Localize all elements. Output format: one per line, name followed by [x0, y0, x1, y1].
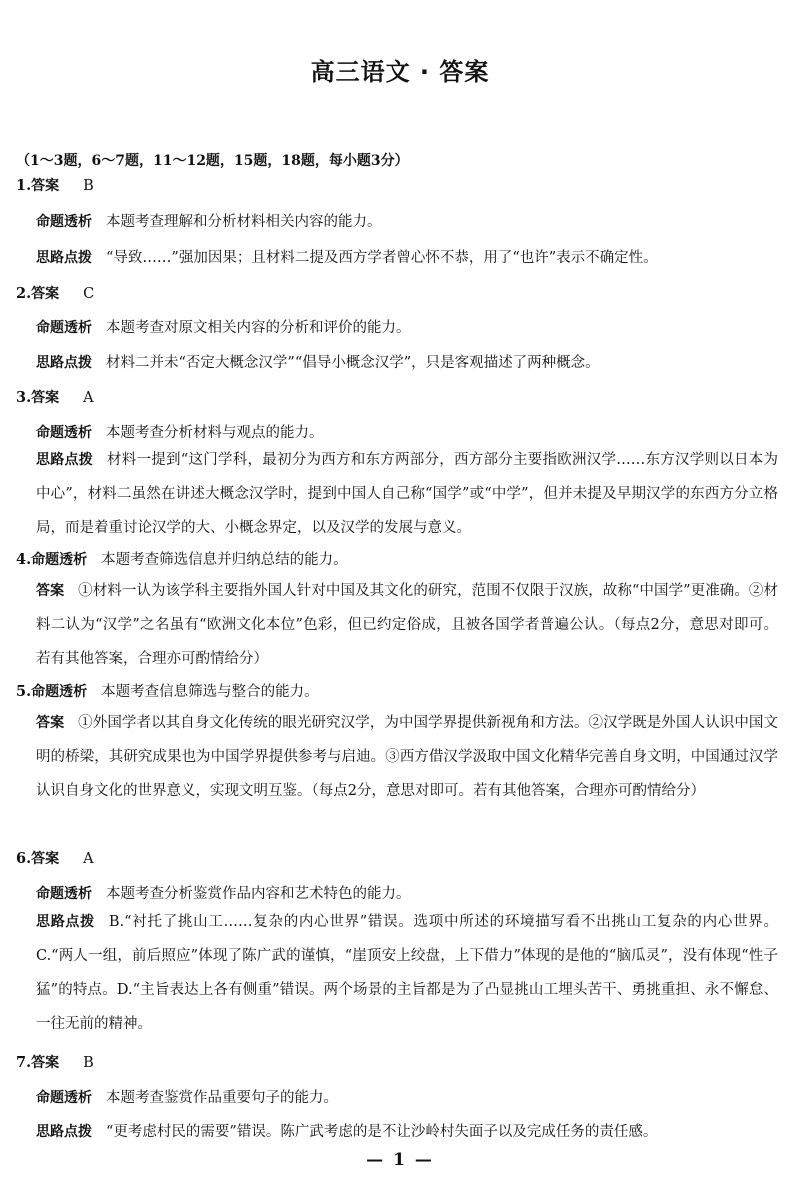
q5-analysis-text: 本题考查信息筛选与整合的能力。: [101, 684, 319, 700]
q3-number: 3.: [16, 389, 32, 406]
q5-answer-text: ①外国学者以其自身文化传统的眼光研究汉学，为中国学界提供新视角和方法。②汉学既是外国人认识中国文明的桥梁，其研究成果也为中国学界提供参考与启迪。③西方借汉学汲取中国文化精华完善自身文明，中国通过汉学认识自身文化的世界意义，实现文明互鉴。（每点2分，意思对即可。若有其他答案，合理亦可酌情给分）: [36, 715, 779, 799]
q3-answer-label: 答案: [31, 390, 60, 406]
q7-analysis-text: 本题考查鉴赏作品重要句子的能力。: [106, 1090, 338, 1106]
q6-analysis-label: 命题透析: [36, 886, 92, 902]
q1-hint-label: 思路点拨: [36, 250, 92, 266]
scope-note: （1～3题，6～7题，11～12题，15题，18题，每小题3分）: [16, 153, 409, 169]
q2-hint: [36, 356, 600, 371]
q6-answer-value: A: [83, 851, 94, 867]
q6-analysis: [36, 887, 411, 902]
q2-answer-label: 答案: [31, 286, 60, 302]
q1-analysis-label: 命题透析: [36, 214, 92, 230]
q7-analysis: [36, 1091, 338, 1106]
q3-analysis-text: 本题考查分析材料与观点的能力。: [106, 425, 324, 441]
q2-number: 2.: [16, 285, 32, 302]
q6-header: [16, 852, 94, 867]
page-number: — 1 —: [366, 1150, 434, 1170]
q3-header: [16, 391, 94, 406]
q2-answer-value: C: [83, 286, 95, 302]
q1-analysis-text: 本题考查理解和分析材料相关内容的能力。: [106, 214, 382, 230]
q3-hint: [36, 443, 778, 545]
q6-hint-label: 思路点拨: [36, 914, 95, 930]
q3-hint-label: 思路点拨: [36, 452, 94, 468]
q6-hint: [36, 905, 778, 1041]
q5-answer-label: 答案: [36, 715, 65, 731]
q7-answer-label: 答案: [31, 1055, 60, 1071]
q7-header: [16, 1056, 94, 1071]
q7-answer-value: B: [83, 1055, 94, 1071]
q1-answer-value: B: [83, 178, 94, 194]
q1-hint: [36, 251, 658, 266]
q3-answer-value: A: [83, 390, 94, 406]
q5-number: 5.: [16, 683, 32, 700]
q1-analysis: [36, 215, 382, 230]
q1-number: 1.: [16, 177, 32, 194]
q2-analysis: [36, 321, 411, 336]
q7-hint-label: 思路点拨: [36, 1124, 92, 1140]
q3-analysis: [36, 426, 324, 441]
q5-answer: [36, 706, 778, 808]
q2-analysis-label: 命题透析: [36, 320, 92, 336]
q7-hint-text: “更考虑村民的需要”错误。陈广武考虑的是不让沙岭村失面子以及完成任务的责任感。: [106, 1124, 658, 1140]
q3-analysis-label: 命题透析: [36, 425, 92, 441]
q5-analysis-label: 命题透析: [31, 684, 88, 700]
q1-answer-label: 答案: [31, 178, 60, 194]
q4-analysis-label: 命题透析: [31, 552, 88, 568]
q6-number: 6.: [16, 850, 32, 867]
q4-analysis-text: 本题考查筛选信息并归纳总结的能力。: [101, 552, 348, 568]
q2-header: [16, 287, 94, 302]
q6-hint-text: B.“衬托了挑山工……复杂的内心世界”错误。选项中所述的环境描写看不出挑山工复杂的内心世界。C.“两人一组，前后照应”体现了陈广武的谨慎，“崖顶安上绞盘，上下借力”体现的是他的“脑瓜灵”，没有体现“性子猛”的特点。D.“主旨表达上各有侧重”错误。两个场景的主旨都是为了凸显挑山工埋头苦干、勇挑重担、永不懈怠、一往无前的精神。: [36, 914, 779, 1032]
q1-header: [16, 179, 94, 194]
q7-hint: [36, 1125, 657, 1140]
q7-number: 7.: [16, 1054, 32, 1071]
q7-analysis-label: 命题透析: [36, 1090, 92, 1106]
q4-header: [16, 553, 348, 568]
q2-hint-text: 材料二并未“否定大概念汉学”“倡导小概念汉学”，只是客观描述了两种概念。: [106, 355, 600, 371]
q1-hint-text: “导致……”强加因果；且材料二提及西方学者曾心怀不恭，用了“也许”表示不确定性。: [106, 250, 658, 266]
q2-hint-label: 思路点拨: [36, 355, 92, 371]
q6-answer-label: 答案: [31, 851, 60, 867]
q6-analysis-text: 本题考查分析鉴赏作品内容和艺术特色的能力。: [106, 886, 411, 902]
q4-number: 4.: [16, 551, 32, 568]
q3-hint-text: 材料一提到“这门学科，最初分为西方和东方两部分，西方部分主要指欧洲汉学……东方汉学则以日本为中心”，材料二虽然在讲述大概念汉学时，提到中国人自己称“国学”或“中学”，但并未提及早期汉学的东西方分立格局，而是着重讨论汉学的大、小概念界定，以及汉学的发展与意义。: [36, 452, 778, 536]
q4-answer-text: ①材料一认为该学科主要指外国人针对中国及其文化的研究，范围不仅限于汉族，故称“中国学”更准确。②材料二认为“汉学”之名虽有“欧洲文化本位”色彩，但已约定俗成，且被各国学者普遍公认。（每点2分，意思对即可。若有其他答案，合理亦可酌情给分）: [36, 583, 779, 667]
q2-analysis-text: 本题考查对原文相关内容的分析和评价的能力。: [106, 320, 411, 336]
page-title: 高三语文 · 答案: [310, 58, 490, 86]
q5-header: [16, 685, 319, 700]
q4-answer-label: 答案: [36, 583, 65, 599]
q4-answer: [36, 574, 778, 676]
